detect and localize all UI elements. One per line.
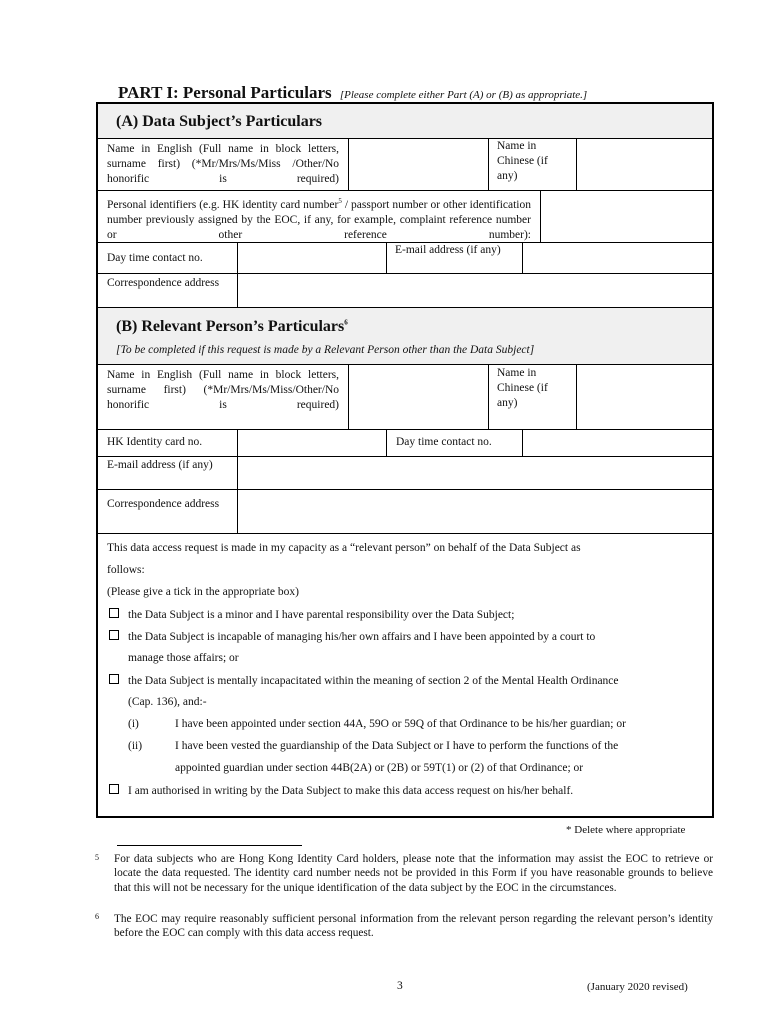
name-chinese-field[interactable] [577, 139, 713, 189]
option-authorised: I am authorised in writing by the Data Subject to make this data access request on his/her behalf. [109, 784, 573, 797]
option-court-appointed: the Data Subject is incapable of managing his/her own affairs and I have been appointed by a court to [109, 630, 595, 643]
capacity-intro-line1: This data access request is made in my capacity as a “relevant person” on behalf of the Data Subject as [107, 542, 581, 554]
rp-name-chinese-field[interactable] [577, 365, 713, 428]
personal-identifiers-field[interactable] [541, 191, 713, 241]
personal-identifiers-label: Personal identifiers (e.g. HK identity card number$^5$ / passport number or other identification number previously assigned by the EOC, if any, for example, complaint reference number or other reference number): [107, 197, 531, 241]
section-a-title: (A) Data Subject’s Particulars [116, 113, 323, 130]
sub-item-ii-line2: appointed guardian under section 44B(2A) or (2B) or 59T(1) or (2) of that Ordinance; or [175, 762, 584, 774]
rp-contact-field[interactable] [523, 430, 713, 455]
option-minor-checkbox[interactable] [109, 608, 119, 618]
rp-hkid-field[interactable] [238, 430, 385, 455]
rp-address-field[interactable] [238, 490, 713, 532]
option-mental-incapacity: the Data Subject is mentally incapacitated within the meaning of section 2 of the Mental Health Ordinance [109, 674, 619, 687]
option-court-appointed-checkbox[interactable] [109, 630, 119, 640]
option-mental-incapacity-line2: (Cap. 136), and:- [128, 696, 207, 708]
sub-item-i-text: I have been appointed under section 44A, 59O or 59Q of that Ordinance to be his/her guardian; or [175, 718, 626, 730]
footnote-separator [117, 845, 302, 846]
page-number: 3 [397, 980, 403, 992]
part-title-text: PART I: Personal Particulars [118, 83, 332, 102]
rp-name-english-label: Name in English (Full name in block letters, surname first) (*Mr/Mrs/Ms/Miss/Other/No honorific is required) [107, 369, 339, 411]
section-b-note: [To be completed if this request is made by a Relevant Person other than the Data Subject] [116, 344, 535, 356]
capacity-intro-line2: follows: [107, 564, 145, 576]
option-court-appointed-line2: manage those affairs; or [128, 652, 239, 664]
delete-note: * Delete where appropriate [566, 824, 686, 836]
rp-name-english-field[interactable] [349, 365, 487, 428]
email-label: E-mail address (if any) [395, 244, 501, 256]
capacity-instruction: (Please give a tick in the appropriate box) [107, 586, 299, 598]
footnote-5-mark: 5 [95, 853, 99, 862]
footnote-6-text: The EOC may require reasonably sufficient personal information from the relevant person regarding the relevant person’s identity before the EOC can comply with this data access request. [114, 913, 713, 940]
part-title [118, 83, 587, 103]
name-english-field[interactable] [349, 139, 487, 189]
sub-item-ii-label: (ii) [128, 740, 143, 752]
contact-no-field[interactable] [238, 243, 385, 272]
footnote-6-mark: 6 [95, 912, 99, 921]
name-chinese-label: Name in Chinese (if any) [497, 140, 548, 182]
option-authorised-checkbox[interactable] [109, 784, 119, 794]
email-field[interactable] [523, 243, 713, 272]
section-b-title: (B) Relevant Person’s Particulars$^6$ [116, 318, 348, 335]
sub-item-i-label: (i) [128, 718, 139, 730]
rp-contact-label: Day time contact no. [396, 436, 492, 448]
address-label: Correspondence address [107, 277, 220, 289]
rp-address-label: Correspondence address [107, 498, 220, 510]
contact-no-label: Day time contact no. [107, 252, 203, 264]
rp-name-chinese-label: Name in Chinese (if any) [497, 367, 548, 409]
option-mental-incapacity-checkbox[interactable] [109, 674, 119, 684]
footnote-5-text: For data subjects who are Hong Kong Identity Card holders, please note that the information may assist the EOC to retrieve or locate the data requested. The identity card number needs not be provided in this Form if you have reasonable grounds to believe that this will not be necessary for the unique identification of the data subject by the EOC in the circumstances. [114, 853, 713, 894]
address-field[interactable] [238, 274, 713, 306]
rp-email-field[interactable] [238, 457, 713, 488]
name-english-label: Name in English (Full name in block letters, surname first) (*Mr/Mrs/Ms/Miss /Other/No honorific is required) [107, 143, 339, 185]
rp-hkid-label: HK Identity card no. [107, 436, 203, 448]
sub-item-ii-line1: I have been vested the guardianship of the Data Subject or I have to perform the functions of the [175, 740, 619, 752]
part-note: [Please complete either Part (A) or (B) as appropriate.] [339, 89, 588, 101]
revision-note: (January 2020 revised) [587, 981, 688, 993]
rp-email-label: E-mail address (if any) [107, 459, 213, 471]
option-minor: the Data Subject is a minor and I have parental responsibility over the Data Subject; [109, 608, 514, 621]
